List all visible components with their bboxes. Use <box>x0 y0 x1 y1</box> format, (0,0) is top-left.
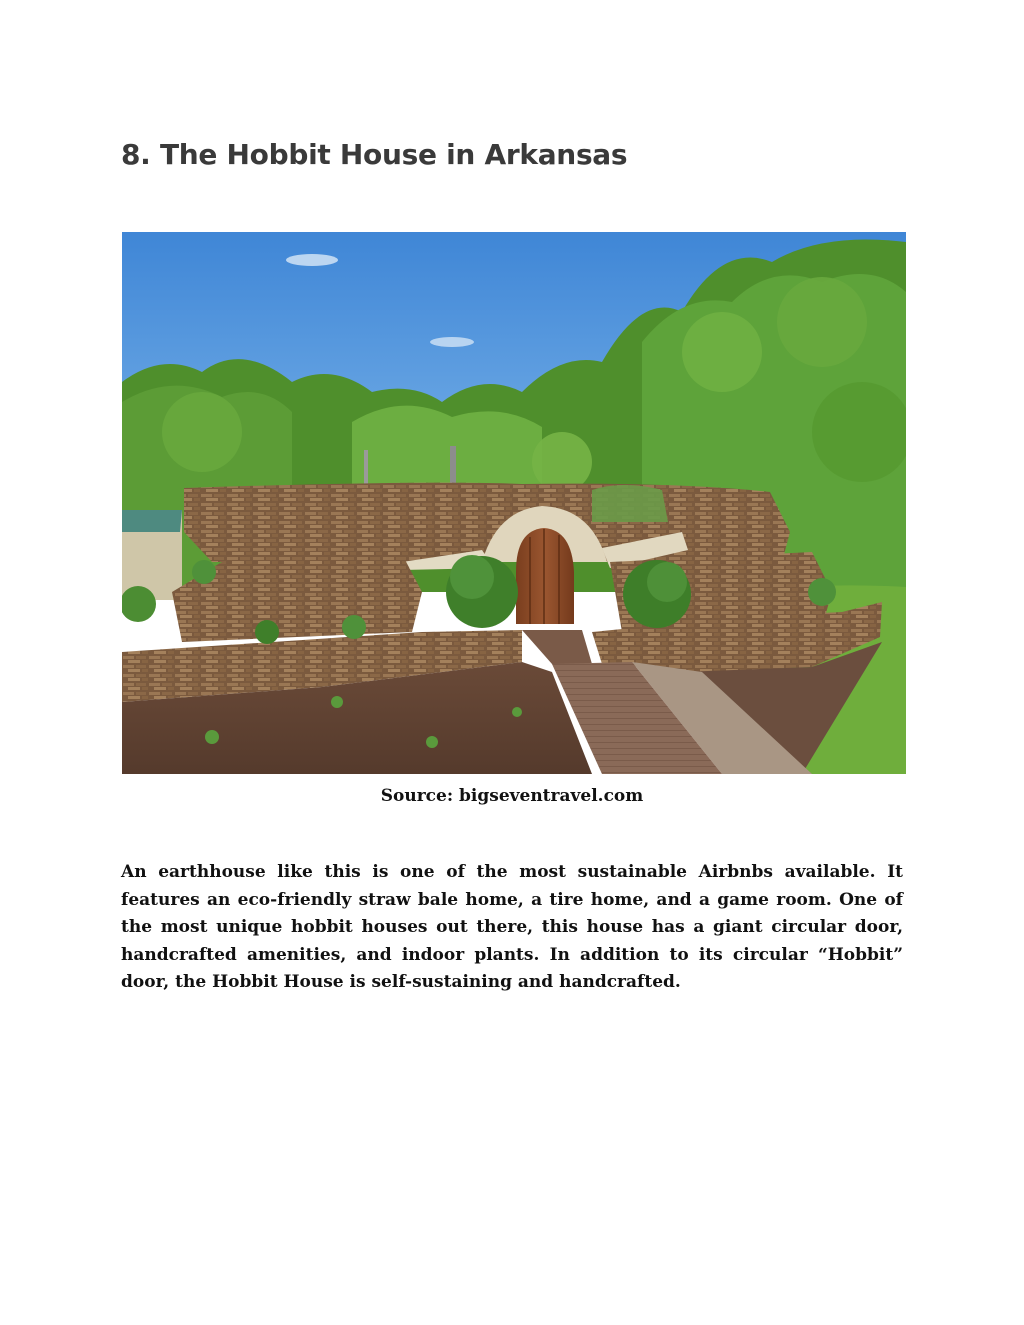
image-caption: Source: bigseventravel.com <box>380 786 644 806</box>
hobbit-house-photo <box>122 232 906 774</box>
section-heading: 8. The Hobbit House in Arkansas <box>121 138 628 171</box>
body-paragraph: An earthhouse like this is one of the most sustainable Airbnbs available. It features an eco-friendly straw bale home, a tire home, and a game room. One of the most unique hobbit houses out there, this house has a giant circular door, handcrafted amenities, and indoor plants. In addition to its circular “Hobbit” door, the Hobbit House is self-sustaining and handcrafted. <box>121 862 903 992</box>
